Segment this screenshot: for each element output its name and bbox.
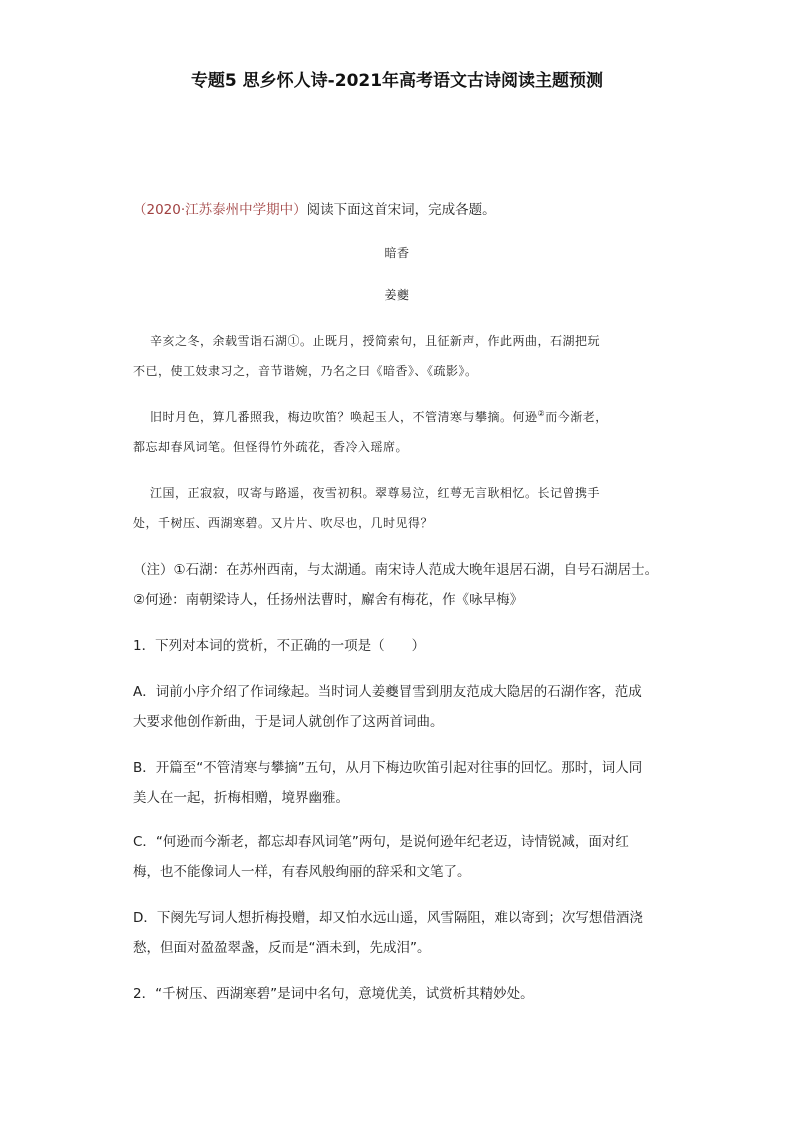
option-c: 梅，也不能像词人一样，有春风般绚丽的辞采和文笔了。 [133, 864, 471, 880]
question-2: 2．“千树压、西湖寒碧”是词中名句，意境优美，试赏析其精妙处。 [133, 986, 534, 1002]
source-tag: （2020·江苏泰州中学期中） [133, 202, 307, 218]
option-d: 愁，但面对盈盈翠盏，反而是“酒未到，先成泪”。 [133, 940, 431, 956]
note-line: ②何逊：南朝梁诗人，任扬州法曹时，廨舍有梅花，作《咏早梅》 [133, 592, 524, 608]
footnote-mark: ② [537, 409, 546, 418]
question-intro [133, 198, 496, 218]
poem-text: 而今渐老， [545, 410, 608, 424]
option-b: 美人在一起，折梅相赠，境界幽雅。 [133, 790, 349, 806]
poem-text: 旧时月色，算几番照我，梅边吹笛？唤起玉人，不管清寒与攀摘。何逊 [150, 410, 538, 424]
preface-line: 辛亥之冬，余载雪诣石湖①。止既月，授简索句，且征新声，作此两曲，石湖把玩 [150, 334, 601, 348]
poem-title: 暗香 [384, 246, 410, 260]
poem-line: 都忘却春风词笔。但怪得竹外疏花，香冷入瑶席。 [133, 440, 409, 454]
option-b: B．开篇至“不管清寒与攀摘”五句，从月下梅边吹笛引起对往事的回忆。那时，词人同 [133, 760, 643, 776]
option-a: A．词前小序介绍了作词缘起。当时词人姜夔冒雪到朋友范成大隐居的石湖作客，范成 [133, 684, 642, 700]
poem-line: 江国，正寂寂，叹寄与路遥，夜雪初积。翠尊易泣，红萼无言耿相忆。长记曾携手 [150, 486, 601, 500]
poem-line [150, 408, 608, 425]
question-1: 1．下列对本词的赏析，不正确的一项是（ ） [133, 638, 426, 654]
option-d: D．下阕先写词人想折梅投赠，却又怕水远山遥，风雪隔阻，难以寄到；次写想借酒浇 [133, 910, 643, 926]
preface-line: 不已，使工妓隶习之，音节谐婉，乃名之曰《暗香》、《疏影》。 [133, 364, 478, 378]
intro-text: 阅读下面这首宋词，完成各题。 [306, 202, 496, 218]
document-title: 专题5 思乡怀人诗-2021年高考语文古诗阅读主题预测 [190, 71, 604, 91]
note-line: （注）①石湖：在苏州西南，与太湖通。南宋诗人范成大晚年退居石湖，自号石湖居士。 [133, 562, 659, 578]
option-a: 大要求他创作新曲，于是词人就创作了这两首词曲。 [133, 714, 444, 730]
option-c: C．“何逊而今渐老，都忘却春风词笔”两句，是说何逊年纪老迈，诗情锐减，面对红 [133, 834, 629, 850]
poem-author: 姜夔 [384, 288, 410, 302]
poem-line: 处，千树压、西湖寒碧。又片片、吹尽也，几时见得？ [133, 516, 434, 530]
